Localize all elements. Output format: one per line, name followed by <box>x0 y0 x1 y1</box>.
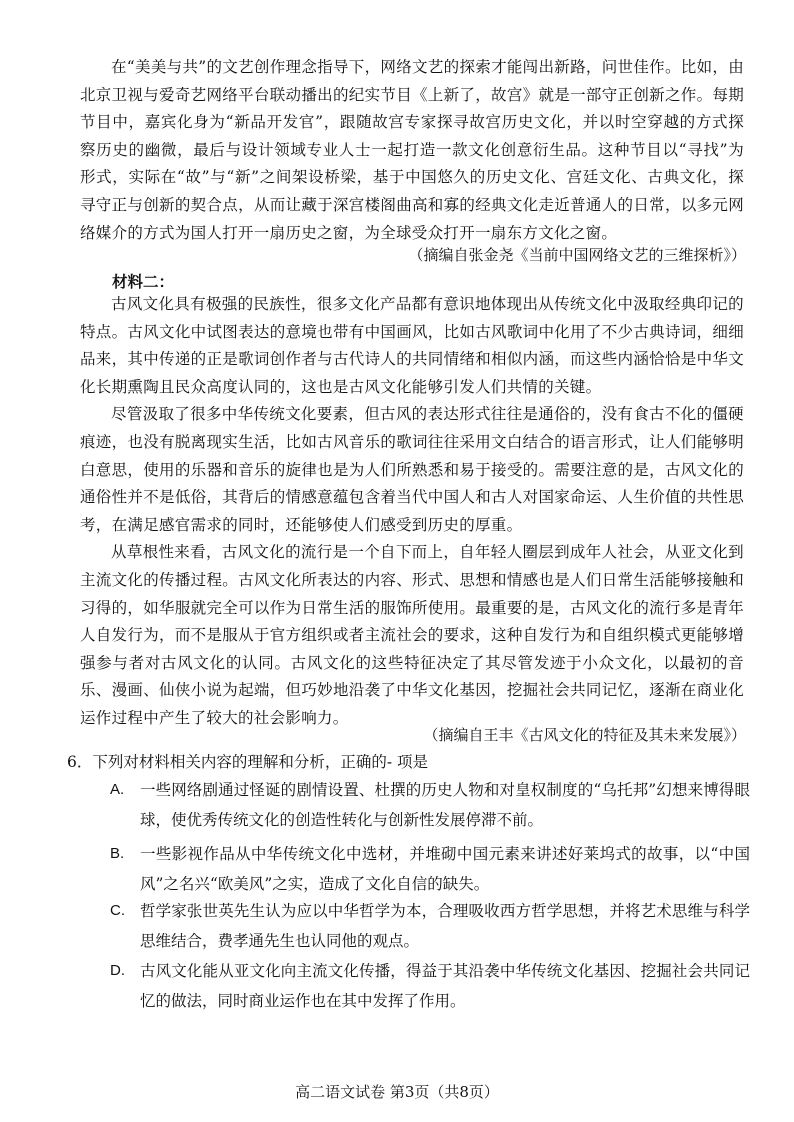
material-1-paragraph: 在“美美与共”的文艺创作理念指导下，网络文艺的探索才能闯出新路，问世佳作。比如，由北京卫视与爱奇艺网络平台联动播出的纪实节目《上新了，故宫》就是一部守正创新之作。每期节目中，嘉宾化身为“新品开发官”，跟随故宫专家探寻故宫历史文化，并以时空穿越的方式探察历史的幽微，最后与设计领域专业人士一起打造一款文化创意衍生品。这种节目以“寻找”为形式，实际在“故”与“新”之间架设桥梁，基于中国悠久的历史文化、宫廷文化、古典文化，探寻守正与创新的契合点，从而让藏于深宫楼阁曲高和寡的经典文化走近普通人的日常，以多元网络媒介的方式为国人打开一扇历史之窗，为全球受众打开一扇东方文化之窗。 <box>80 58 744 242</box>
option-c-text: 哲学家张世英先生认为应以中华哲学为本，合理吸收西方哲学思想，并将艺术思维与科学思维结合，费孝通先生也认同他的观点。 <box>140 902 750 950</box>
material-2-section <box>80 291 744 733</box>
option-c[interactable] <box>110 896 750 956</box>
option-c-label: C. <box>110 902 125 919</box>
material-2-paragraph-3: 从草根性来看，古风文化的流行是一个自下而上，自年轻人圈层到成年人社会，从亚文化到主流文化的传播过程。古风文化所表达的内容、形式、思想和情感也是人们日常生活能够接触和习得的，如华服就完全可以作为日常生活的服饰所使用。最重要的是，古风文化的流行多是青年人自发行为，而不是服从于官方组织或者主流社会的要求，这种自发行为和自组织模式更能够增强参与者对古风文化的认同。古风文化的这些特征决定了其尽管发迹于小众文化，以最初的音乐、漫画、仙侠小说为起端，但巧妙地沿袭了中华文化基因，挖掘社会共同记忆，逐渐在商业化运作过程中产生了较大的社会影响力。 <box>80 543 744 727</box>
material-2-source: （摘编自王丰《古风文化的特征及其未来发展》） <box>423 726 746 744</box>
option-b[interactable] <box>110 839 750 899</box>
material-2-paragraph-2: 尽管汲取了很多中华传统文化要素，但古风的表达形式往往是通俗的，没有食古不化的僵硬痕迹，也没有脱离现实生活，比如古风音乐的歌词往往采用文白结合的语言形式，让人们能够明白意思，使用的乐器和音乐的旋律也是为人们所熟悉和易于接受的。需要注意的是，古风文化的通俗性并不是低俗，其背后的情感意蕴包含着当代中国人和古人对国家命运、人生价值的共性思考，在满足感官需求的同时，还能够使人们感受到历史的厚重。 <box>80 405 744 534</box>
option-a-text: 一些网络剧通过怪诞的剧情设置、杜撰的历史人物和对皇权制度的“乌托邦”幻想来博得眼球，使优秀传统文化的创造性转化与创新性发展停滞不前。 <box>140 781 750 829</box>
option-d-label: D. <box>110 962 125 979</box>
question-6-stem: 6．下列对材料相关内容的理解和分析，正确的- 项是 <box>67 753 429 771</box>
option-a[interactable] <box>110 775 750 835</box>
option-a-label: A. <box>110 781 125 798</box>
option-b-label: B. <box>110 845 125 862</box>
material-2-heading: 材料二： <box>112 272 175 291</box>
option-d[interactable] <box>110 956 750 1016</box>
material-1-section <box>80 54 744 247</box>
material-1-source: （摘编自张金尧《当前中国网络文艺的三维探析》） <box>408 246 746 264</box>
option-b-text: 一些影视作品从中华传统文化中选材，并堆砌中国元素来讲述好莱坞式的故事，以“中国风”之名兴“欧美风”之实，造成了文化自信的缺失。 <box>140 845 750 893</box>
page-footer: 高二语文试卷 第3页（共8页） <box>295 1083 499 1101</box>
option-d-text: 古风文化能从亚文化向主流文化传播，得益于其沿袭中华传统文化基因、挖掘社会共同记忆的做法，同时商业运作也在其中发挥了作用。 <box>140 962 750 1010</box>
material-2-paragraph-1: 古风文化具有极强的民族性，很多文化产品都有意识地体现出从传统文化中汲取经典印记的特点。古风文化中试图表达的意境也带有中国画风，比如古风歌词中化用了不少古典诗词，细细品来，其中传递的正是歌词创作者与古代诗人的共同情绪和相似内涵，而这些内涵恰恰是中华文化长期熏陶且民众高度认同的，这也是古风文化能够引发人们共情的关键。 <box>80 295 744 396</box>
